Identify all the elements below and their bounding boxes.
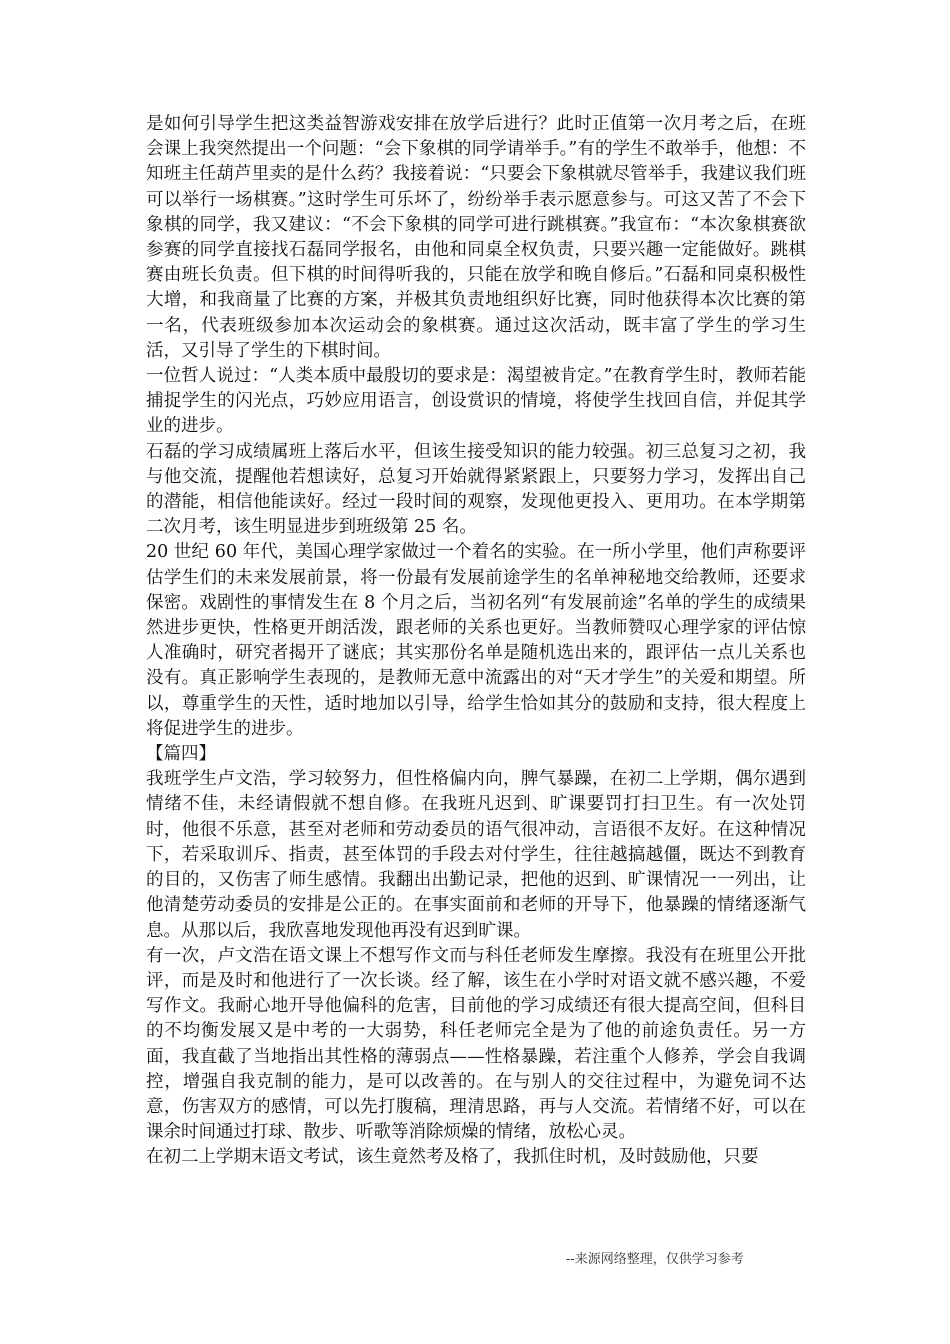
paragraph-exam-result: 在初二上学期末语文考试，该生竟然考及格了，我抓住时机，及时鼓励他，只要: [146, 1147, 759, 1168]
paragraph-shilei-progress: 石磊的学习成绩属班上落后水平，但该生接受知识的能力较强。初三总复习之初，我与他交流，提醒他若想读好，总复习开始就得紧紧跟上，只要努力学习，发挥出自己的潜能，相信他能读好。经过一段时间的观察，发现他更投入、更用功。在本学期第二次月考，该生明显进步到班级第 25 名。: [146, 441, 806, 538]
paragraph-chess-activity: 是如何引导学生把这类益智游戏安排在放学后进行？此时正值第一次月考之后，在班会课上我突然提出一个问题：“会下象棋的同学请举手。”有的学生不敢举手，他想：不知班主任葫芦里卖的是什么药？我接着说：“只要会下象棋就尽管举手，我建议我们班可以举行一场棋赛。”这时学生可乐坏了，纷纷举手表示愿意参与。可这又苦了不会下象棋的同学，我又建议：“不会下象棋的同学可进行跳棋赛。”我宣布：“本次象棋赛欲参赛的同学直接找石磊同学报名，由他和同桌全权负责，只要兴趣一定能做好。跳棋赛由班长负责。但下棋的时间得听我的，只能在放学和晚自修后。”石磊和同桌积极性大增，和我商量了比赛的方案，并极其负责地组织好比赛，同时他获得本次比赛的第一名，代表班级参加本次运动会的象棋赛。通过这次活动，既丰富了学生的学习生活，又引导了学生的下棋时间。: [146, 114, 806, 361]
section-heading: 【篇四】: [146, 744, 216, 765]
document-body: [146, 112, 806, 1171]
paragraph-luwenhao-chinese-class: 有一次，卢文浩在语文课上不想写作文而与科任老师发生摩擦。我没有在班里公开批评，而是及时和他进行了一次长谈。经了解，该生在小学时对语文就不感兴趣，不爱写作文。我耐心地开导他偏科的危害，目前他的学习成绩还有很大提高空间，但科目的不均衡发展又是中考的一大弱势，科任老师完全是为了他的前途负责任。另一方面，我直截了当地指出其性格的薄弱点——性格暴躁，若注重个人修养，学会自我调控，增强自我克制的能力，是可以改善的。在与别人的交往过程中，为避免词不达意，伤害双方的感情，可以先打腹稿，理清思路，再与人交流。若情绪不好，可以在课余时间通过打球、散步、听歌等消除烦燥的情绪，放松心灵。: [146, 945, 806, 1143]
paragraph-luwenhao-temper: 我班学生卢文浩，学习较努力，但性格偏内向，脾气暴躁，在初二上学期，偶尔遇到情绪不佳，未经请假就不想自修。在我班凡迟到、旷课要罚打扫卫生。有一次处罚时，他很不乐意，甚至对老师和劳动委员的语气很冲动，言语很不友好。在这种情况下，若采取训斥、指责，甚至体罚的手段去对付学生，往往越搞越僵，既达不到教育的目的，又伤害了师生感情。我翻出出勤记录，把他的迟到、旷课情况一一列出，让他清楚劳动委员的安排是公正的。在事实面前和老师的开导下，他暴躁的情绪逐渐气息。从那以后，我欣喜地发现他再没有迟到旷课。: [146, 769, 806, 941]
paragraph-psychology-experiment: 20 世纪 60 年代，美国心理学家做过一个着名的实验。在一所小学里，他们声称要评估学生们的未来发展前景，将一份最有发展前途学生的名单神秘地交给教师，还要求保密。戏剧性的事情发生在 8 个月之后，当初名列“有发展前途”名单的学生的成绩果然进步更快，性格更开朗活泼，跟老师的关系也更好。当教师赞叹心理学家的评估惊人准确时，研究者揭开了谜底；其实那份名单是随机选出来的，跟评估一点儿关系也没有。真正影响学生表现的，是教师无意中流露出的对“天才学生”的关爱和期望。所以，尊重学生的天性，适时地加以引导，给学生恰如其分的鼓励和支持，很大程度上将促进学生的进步。: [146, 542, 806, 739]
footer-source-note: --来源网络整理，仅供学习参考: [566, 1252, 744, 1267]
paragraph-philosopher-quote: 一位哲人说过：“人类本质中最殷切的要求是：渴望被肯定。”在教育学生时，教师若能捕捉学生的闪光点，巧妙应用语言，创设赏识的情境，将使学生找回自信，并促其学业的进步。: [146, 366, 806, 437]
